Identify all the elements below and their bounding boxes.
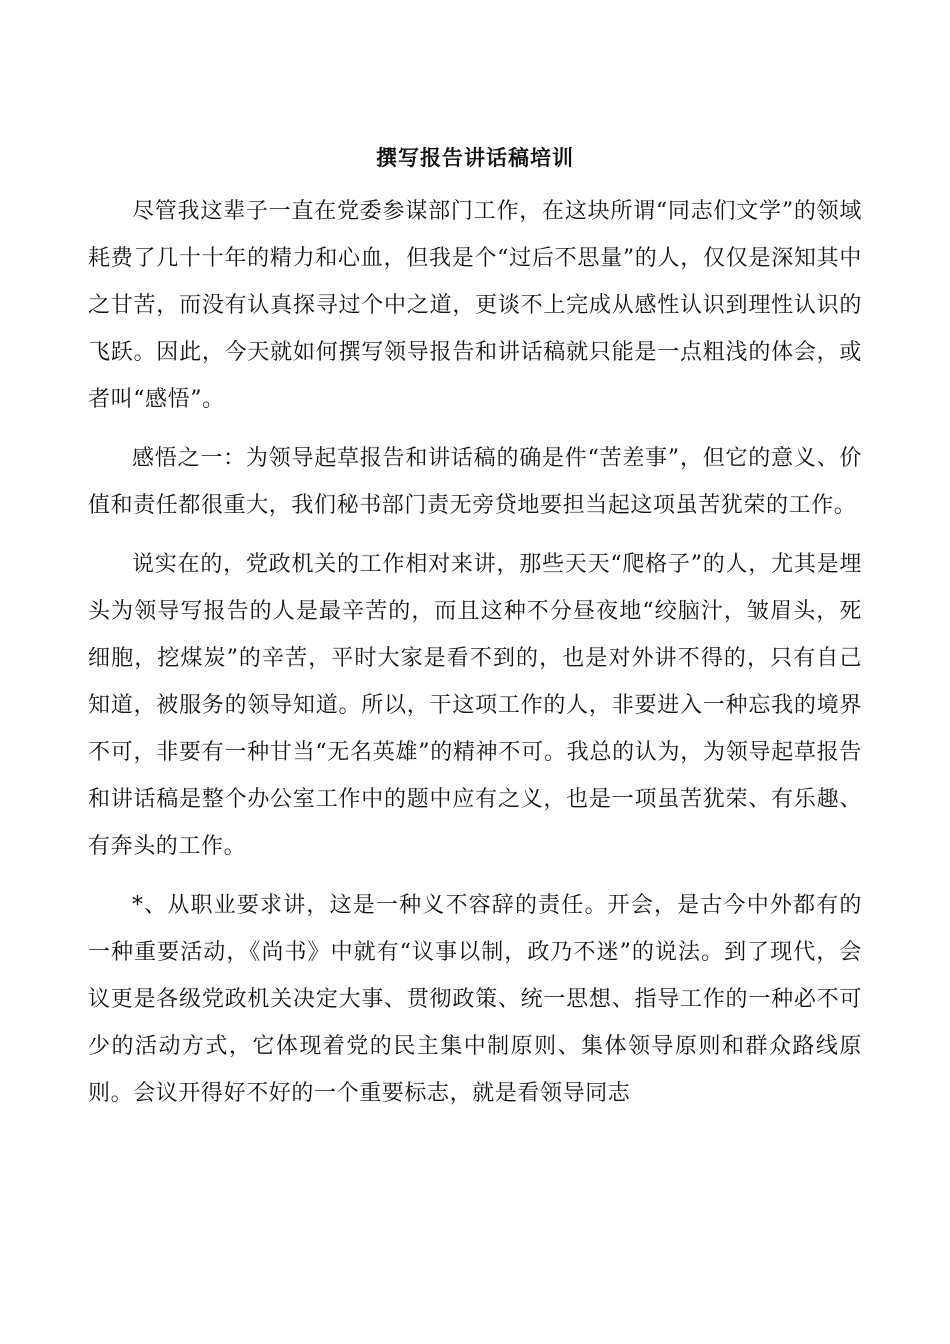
document-body [88, 188, 862, 1129]
paragraph-4: *、从职业要求讲，这是一种义不容辞的责任。开会，是古今中外都有的一种重要活动，《尚书》中就有“议事以制，政乃不迷”的说法。到了现代，会议更是各级党政机关决定大事、贯彻政策、统一思想、指导工作的一种必不可少的活动方式，它体现着党的民主集中制原则、集体领导原则和群众路线原则。会议开得好不好的一个重要标志，就是看领导同志 [88, 893, 862, 1106]
paragraph-3: 说实在的，党政机关的工作相对来讲，那些天天“爬格子”的人，尤其是埋头为领导写报告的人是最辛苦的，而且这种不分昼夜地“绞脑汁，皱眉头，死细胞，挖煤炭”的辛苦，平时大家是看不到的，也是对外讲不得的，只有自己知道，被服务的领导知道。所以，干这项工作的人，非要进入一种忘我的境界不可，非要有一种甘当“无名英雄”的精神不可。我总的认为，为领导起草报告和讲话稿是整个办公室工作中的题中应有之义，也是一项虽苦犹荣、有乐趣、有奔头的工作。 [88, 552, 862, 859]
paragraph-1: 尽管我这辈子一直在党委参谋部门工作，在这块所谓“同志们文学”的领域耗费了几十十年的精力和心血，但我是个“过后不思量”的人，仅仅是深知其中之甘苦，而没有认真探寻过个中之道，更谈不上完成从感性认识到理性认识的飞跃。因此，今天就如何撰写领导报告和讲话稿就只能是一点粗浅的体会，或者叫“感悟”。 [88, 199, 862, 412]
document-title: 撰写报告讲话稿培训 [376, 145, 574, 170]
paragraph-2: 感悟之一：为领导起草报告和讲话稿的确是件“苦差事”，但它的意义、价值和责任都很重大，我们秘书部门责无旁贷地要担当起这项虽苦犹荣的工作。 [88, 446, 862, 518]
